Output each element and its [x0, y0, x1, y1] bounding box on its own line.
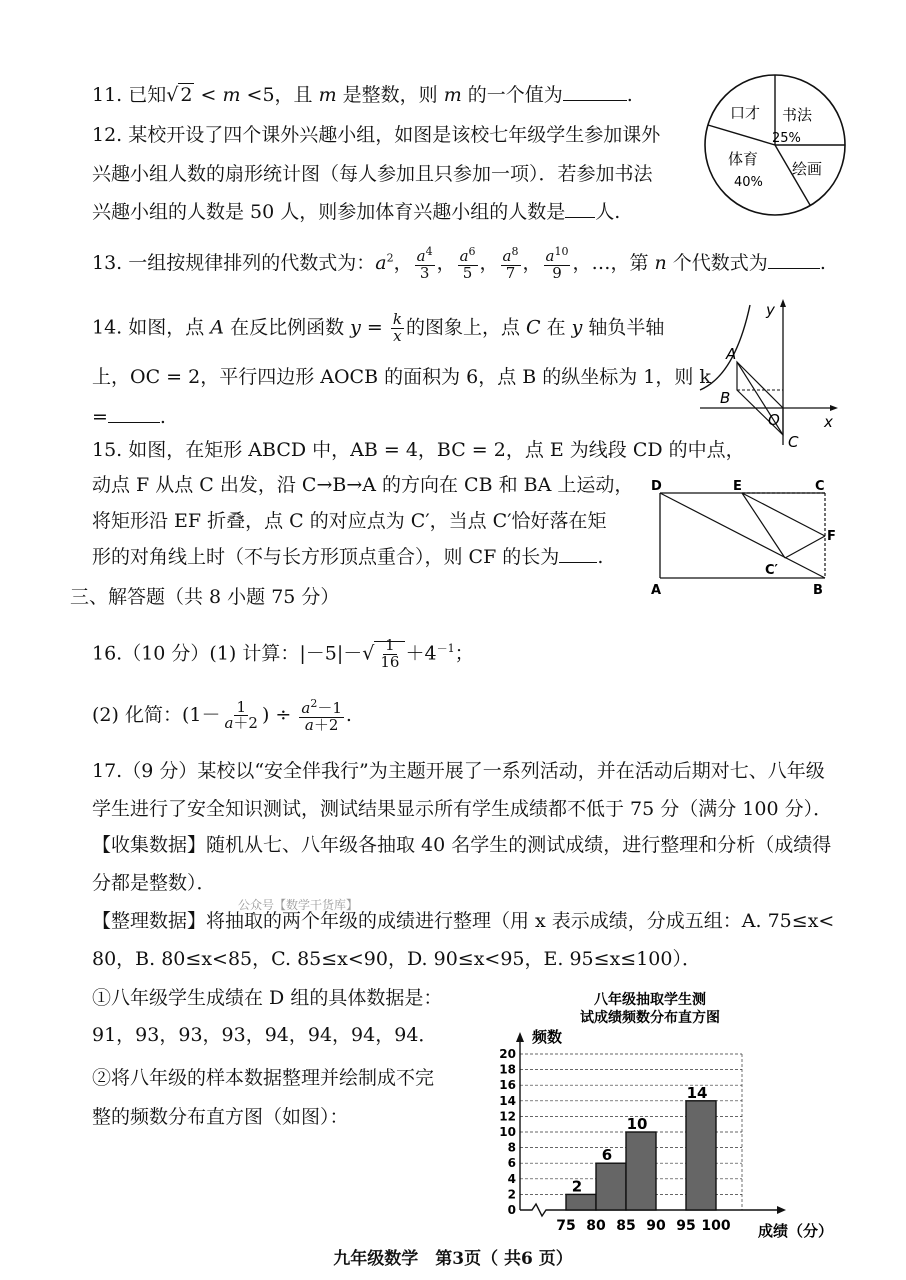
x-tick-label: 75: [556, 1218, 576, 1234]
q14-line2: 上，OC = 2，平行四边形 AOCB 的面积为 6，点 B 的纵坐标为 1，则 k: [92, 366, 711, 388]
q15-line1: 15. 如图，在矩形 ABCD 中，AB = 4，BC = 2，点 E 为线段 CD 的中点，: [92, 439, 745, 461]
y-tick-label: 18: [499, 1062, 516, 1077]
pie-label-huihua: 绘画: [792, 160, 823, 178]
chart-ylabel: 频数: [532, 1028, 563, 1046]
q17-line1: 17.（9 分）某校以“安全伴我行”为主题开展了一系列活动，并在活动后期对七、八年级: [92, 760, 825, 782]
chart-xlabel: 成绩（分）: [758, 1222, 834, 1240]
q15-line4: 形的对角线上时（不与长方形顶点重合），则 CF 的长为 .: [92, 546, 604, 568]
q14-line3: = .: [92, 406, 166, 428]
histogram-chart: [480, 982, 860, 1240]
fig14-label-b: B: [720, 389, 731, 407]
pie-chart: [700, 70, 850, 220]
chart-title-line2: 试成绩频数分布直方图: [580, 1010, 720, 1026]
fig15-label-c: C: [815, 479, 825, 494]
x-axis-arrow: [777, 1206, 786, 1214]
pie-label-tiyu-pct: 40%: [734, 175, 763, 190]
q13-line: 13. 一组按规律排列的代数式为：$a^2$， $\frac{a^4}{3}$ ， $\frac{a^6}{5}$ ， $\frac{a^8}{7}$ ， $\frac{a^{10}}{9}$ ，…，第 n 个代数式为 .: [92, 245, 826, 282]
y-tick-label: 20: [499, 1047, 516, 1061]
y-tick-label: 16: [499, 1078, 516, 1093]
x-tick-label: 85: [616, 1218, 636, 1234]
q15-line2: 动点 F 从点 C 出发，沿 C→B→A 的方向在 CB 和 BA 上运动，: [92, 474, 634, 496]
fig15-label-f: F: [827, 529, 836, 544]
x-tick-label: 90: [646, 1218, 666, 1234]
bar-value-label: 14: [686, 1083, 708, 1102]
q17-line2: 学生进行了安全知识测试，测试结果显示所有学生成绩都不低于 75 分（满分 100 分）．: [92, 798, 833, 820]
y-tick-label: 0: [507, 1203, 516, 1217]
q11-line: 11. 已知√ 2 < m <5，且 m 是整数，则 m 的一个值为 .: [92, 84, 633, 106]
figure-15: [645, 478, 845, 600]
q17-line3: 【收集数据】随机从七、八年级各抽取 40 名学生的测试成绩，进行整理和分析（成绩得: [92, 834, 832, 856]
section-3-heading: 三、解答题（共 8 小题 75 分）: [70, 586, 340, 608]
figure-14: [690, 295, 850, 455]
x-tick-label: 80: [586, 1218, 606, 1234]
q12-line1: 12. 某校开设了四个课外兴趣小组，如图是该校七年级学生参加课外: [92, 124, 661, 146]
q16-line2: (2) 化简：(1－ $\frac{1}{a+2}$ ) ÷ $\frac{a^2-1}{a+2}$ .: [92, 697, 352, 734]
fig15-label-e: E: [733, 479, 742, 494]
pie-label-shufa-pct: 25%: [772, 131, 801, 146]
bar-value-label: 2: [571, 1177, 583, 1196]
fig15-label-a: A: [651, 583, 662, 598]
q12-line2: 兴趣小组人数的扇形统计图（每人参加且只参加一项）．若参加书法: [92, 163, 653, 185]
bar-value-label: 10: [626, 1115, 648, 1133]
histogram-bar: [596, 1163, 626, 1210]
watermark: 公众号【数学干货库】: [238, 898, 359, 912]
q17-line10: 整的频数分布直方图（如图）：: [92, 1106, 349, 1128]
fig14-label-x: x: [824, 413, 833, 431]
y-tick-label: 12: [499, 1109, 516, 1124]
q17-line5: 【整理数据】将抽取的两个年级的成绩进行整理（用 x 表示成绩，分成五组：A. 75≤x<: [92, 910, 835, 932]
fig14-label-c: C: [788, 433, 799, 451]
histogram-bar: [626, 1132, 656, 1210]
pie-label-shufa: 书法: [782, 106, 813, 124]
x-tick-label: 100: [701, 1218, 731, 1234]
histogram-bar: [686, 1101, 716, 1210]
histogram-bar: [566, 1194, 596, 1210]
fig14-label-y: y: [766, 301, 775, 319]
q12-line3: 兴趣小组的人数是 50 人，则参加体育兴趣小组的人数是 人.: [92, 201, 621, 223]
q15-line3: 将矩形沿 EF 折叠，点 C 的对应点为 C′，当点 C′恰好落在矩: [92, 510, 607, 532]
fig15-label-d: D: [651, 479, 662, 494]
y-tick-label: 8: [507, 1140, 516, 1155]
q17-line6: 80，B. 80≤x<85，C. 85≤x<90，D. 90≤x<95，E. 95≤x≤100）．: [92, 948, 701, 970]
q17-line9: ②将八年级的样本数据整理并绘制成不完: [92, 1067, 435, 1089]
y-axis-arrow: [516, 1032, 524, 1042]
page-footer: 九年级数学 第3页（ 共6 页）: [333, 1249, 573, 1269]
y-tick-label: 2: [507, 1187, 516, 1202]
pie-label-tiyu: 体育: [728, 150, 759, 168]
y-tick-label: 10: [499, 1125, 516, 1139]
fig14-label-a: A: [726, 345, 737, 363]
q17-line7: ①八年级学生成绩在 D 组的具体数据是：: [92, 987, 443, 1009]
bar-value-label: 6: [601, 1146, 613, 1165]
q16-line1: 16.（10 分）(1) 计算：|－5|－√ $\frac{1}{16}$ $+4^{-1}$；: [92, 636, 474, 671]
q17-line8: 91，93，93，93，94，94，94，94．: [92, 1024, 438, 1046]
chart-title-line1: 八年级抽取学生测: [594, 992, 706, 1008]
pie-label-kouc: 口才: [730, 104, 761, 122]
fig14-label-o: O: [768, 411, 780, 429]
y-tick-label: 4: [507, 1171, 516, 1186]
fig15-label-b: B: [813, 583, 823, 598]
x-tick-label: 95: [676, 1218, 696, 1234]
q17-line4: 分都是整数）．: [92, 872, 216, 894]
y-tick-label: 14: [499, 1093, 516, 1108]
q14-line1: 14. 如图，点 A 在反比例函数 y = $\frac{k}{x}$ 的图象上，点 C 在 y 轴负半轴: [92, 310, 665, 345]
fig15-label-cprime: C′: [765, 563, 778, 578]
y-tick-label: 6: [507, 1156, 516, 1171]
